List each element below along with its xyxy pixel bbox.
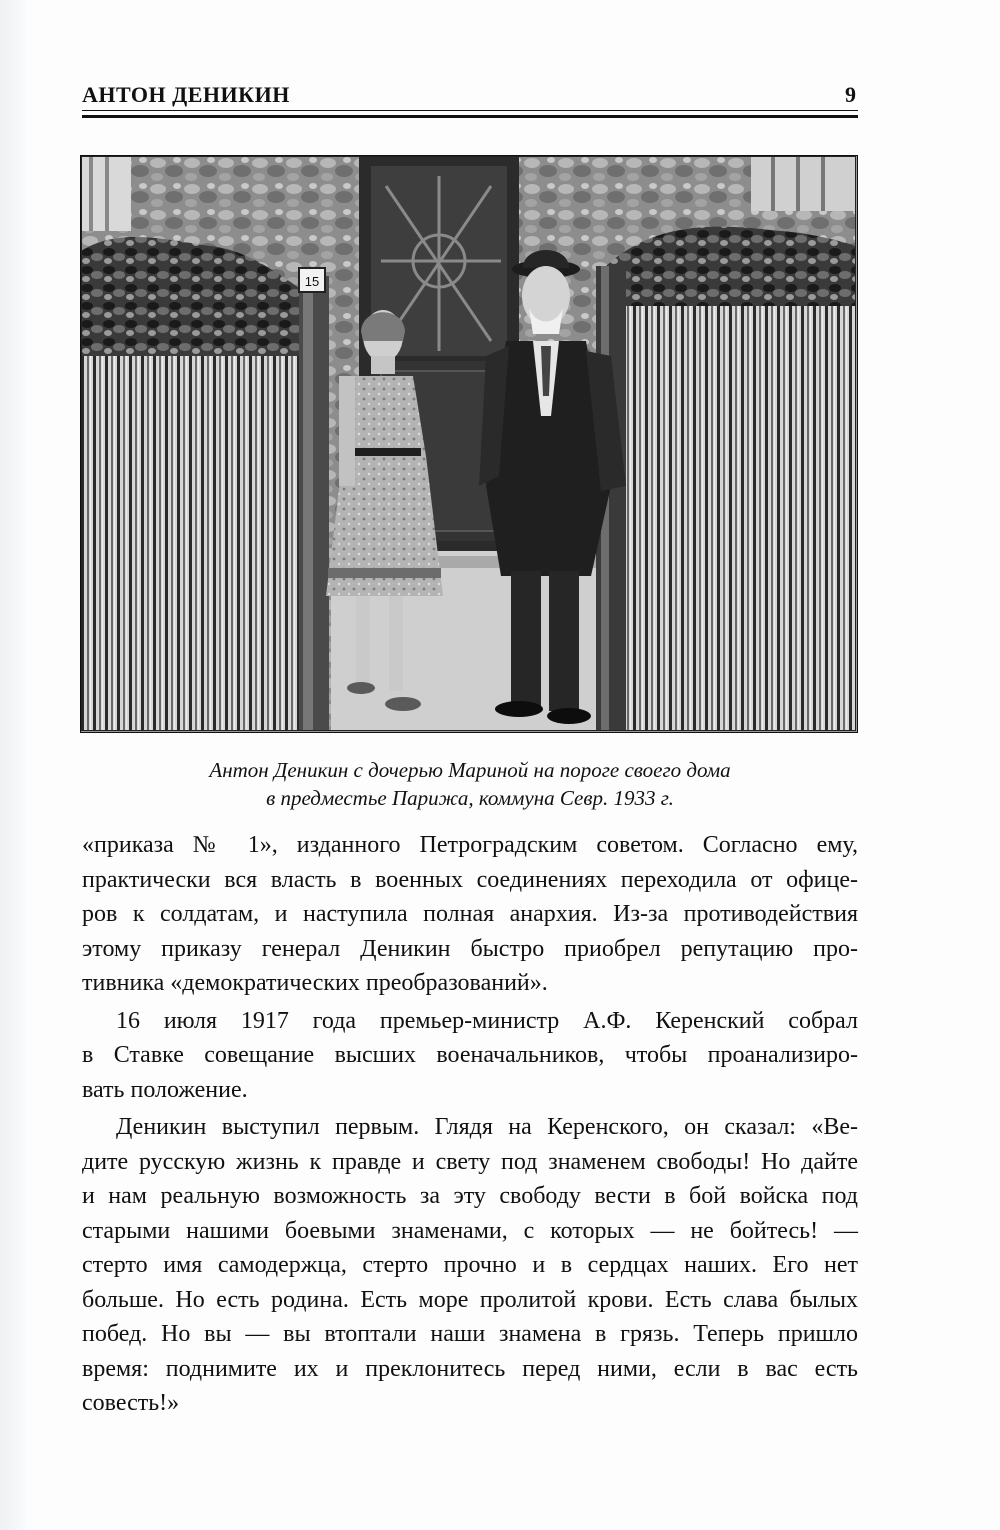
running-title: АНТОН ДЕНИКИН <box>82 82 290 107</box>
text-line: вать положение. <box>82 1076 248 1103</box>
header-rule-thick <box>82 115 858 118</box>
page-number: 9 <box>845 82 856 107</box>
text-line: 16 июля 1917 года премьер-министр А.Ф. Керенский собрал <box>116 1007 858 1034</box>
photograph <box>80 155 858 733</box>
page-gutter-shadow <box>0 0 26 1530</box>
caption-line: в предместье Парижа, коммуна Севр. 1933 г. <box>266 786 674 810</box>
paragraph <box>82 1004 858 1108</box>
text-line: этому приказу генерал Деникин быстро приобрел репутацию про- <box>82 935 858 962</box>
text-line: практически вся власть в военных соединениях переходила от офице- <box>82 866 858 893</box>
header-rule-thin <box>82 110 858 111</box>
body-text <box>82 828 858 1421</box>
photo-caption <box>82 756 858 812</box>
page-header <box>82 78 858 112</box>
text-line: и нам реальную возможность за эту свободу вести в бой войска под <box>82 1183 858 1209</box>
text-line: время: поднимите их и преклонитесь перед ними, если в вас есть <box>82 1355 858 1382</box>
text-line: дите русскую жизнь к правде и свету под знаменем свободы! Но дайте <box>82 1148 858 1175</box>
text-line: в Ставке совещание высших военачальников, чтобы проанализиро- <box>82 1042 858 1068</box>
text-line: совесть!» <box>82 1390 180 1416</box>
text-line: Деникин выступил первым. Глядя на Керенского, он сказал: «Ве- <box>116 1114 858 1140</box>
paragraph <box>82 828 858 1001</box>
text-line: тивника «демократических преобразований». <box>82 970 548 996</box>
caption-line: Антон Деникин с дочерью Мариной на пороге своего дома <box>209 758 731 782</box>
text-line: стерто имя самодержца, стерто прочно и в сердцах наших. Его нет <box>82 1252 858 1278</box>
text-line: больше. Но есть родина. Есть море пролитой крови. Есть слава былых <box>82 1286 858 1313</box>
text-line: побед. Но вы — вы втоптали наши знамена в грязь. Теперь пришло <box>82 1321 858 1347</box>
house-number-plate: 15 <box>304 274 320 289</box>
paragraph <box>82 1110 858 1421</box>
text-line: старыми нашими боевыми знаменами, с которых — не бойтесь! — <box>82 1217 858 1244</box>
text-line: ров к солдатам, и наступила полная анархия. Из-за противодействия <box>82 901 858 927</box>
text-line: «приказа № 1», изданного Петроградским советом. Согласно ему, <box>82 832 858 858</box>
